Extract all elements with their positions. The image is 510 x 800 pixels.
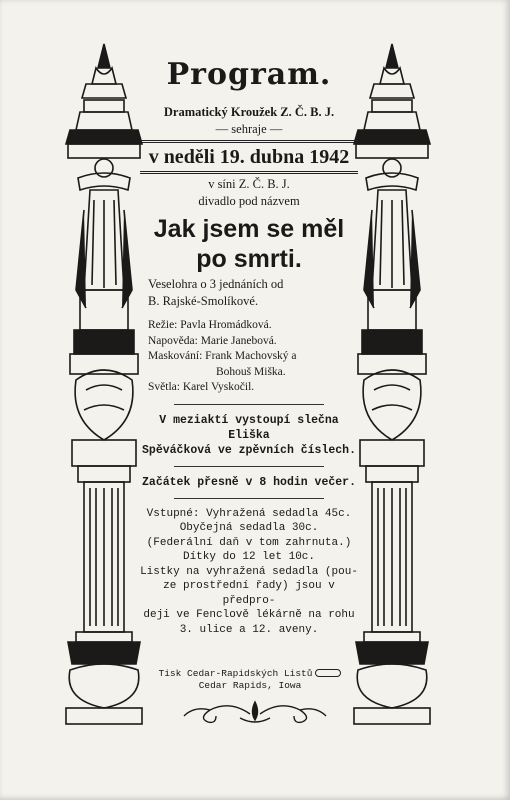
credits bbox=[140, 318, 358, 396]
credit-lights: Světla: Karel Vyskočil. bbox=[148, 381, 255, 393]
printer-credit bbox=[150, 668, 350, 692]
club-name: Dramatický Kroužek Z. Č. B. J. bbox=[163, 105, 335, 119]
play-title-line-1: Jak jsem se měl bbox=[153, 215, 345, 243]
admission-line-3: (Federální daň v tom zahrnuta.) bbox=[146, 536, 352, 549]
divider-3 bbox=[174, 498, 324, 499]
play-subtitle-line-2: B. Rajské-Smolíkové. bbox=[148, 294, 259, 308]
union-label-icon bbox=[315, 669, 341, 677]
performs-line: — sehraje — bbox=[215, 122, 283, 136]
credit-makeup-2: Bohouš Miška. bbox=[216, 365, 286, 378]
credit-prompter: Napověda: Marie Janebová. bbox=[148, 334, 277, 347]
start-time: Začátek přesně v 8 hodin večer. bbox=[142, 475, 356, 489]
intermission-line-2: Spěváčková ve zpěvních číslech. bbox=[142, 443, 356, 457]
date-rule-bottom bbox=[140, 171, 358, 174]
play-title-line-2: po smrti. bbox=[196, 245, 302, 273]
printer-name: Tisk Cedar-Rapidských Listů bbox=[158, 668, 313, 679]
intermission-line-1: V meziaktí vystoupí slečna Eliška bbox=[159, 413, 339, 442]
printer-line-2: Cedar Rapids, Iowa bbox=[198, 680, 302, 691]
printer-line-1 bbox=[150, 668, 350, 680]
admission-line-5: Listky na vyhražená sedadla (pou- bbox=[140, 565, 358, 578]
admission-line-7: deji ve Fenclově lékárně na rohu bbox=[143, 609, 355, 621]
play-title bbox=[140, 214, 358, 274]
play-subtitle-line-1: Veselohra o 3 jednáních od bbox=[148, 277, 284, 291]
admission-line-6: ze prostřední řady) jsou v předpro- bbox=[163, 580, 335, 607]
credit-direction: Režie: Pavla Hromádková. bbox=[148, 319, 272, 331]
performance-date: v neděli 19. dubna 1942 bbox=[148, 146, 350, 168]
theatre-label: divadlo pod názvem bbox=[198, 194, 300, 208]
page-title: Program. bbox=[166, 57, 332, 92]
divider-2 bbox=[174, 466, 324, 467]
admission bbox=[140, 507, 358, 638]
date-rule-top bbox=[140, 140, 358, 143]
venue: v síni Z. Č. B. J. bbox=[208, 177, 290, 191]
scroll-ornament-icon bbox=[180, 696, 330, 726]
admission-line-8: 3. ulice a 12. aveny. bbox=[179, 623, 319, 636]
admission-line-4: Dítky do 12 let 10c. bbox=[182, 551, 316, 563]
program-text bbox=[140, 58, 358, 637]
left-caryatid-column bbox=[62, 40, 146, 730]
admission-line-2: Obyčejná sedadla 30c. bbox=[179, 522, 319, 534]
credit-makeup-1: Maskování: Frank Machovský a bbox=[148, 350, 297, 362]
divider-1 bbox=[174, 404, 324, 405]
admission-line-1: Vstupné: Vyhražená sedadla 45c. bbox=[146, 507, 352, 520]
right-caryatid-column bbox=[350, 40, 434, 730]
